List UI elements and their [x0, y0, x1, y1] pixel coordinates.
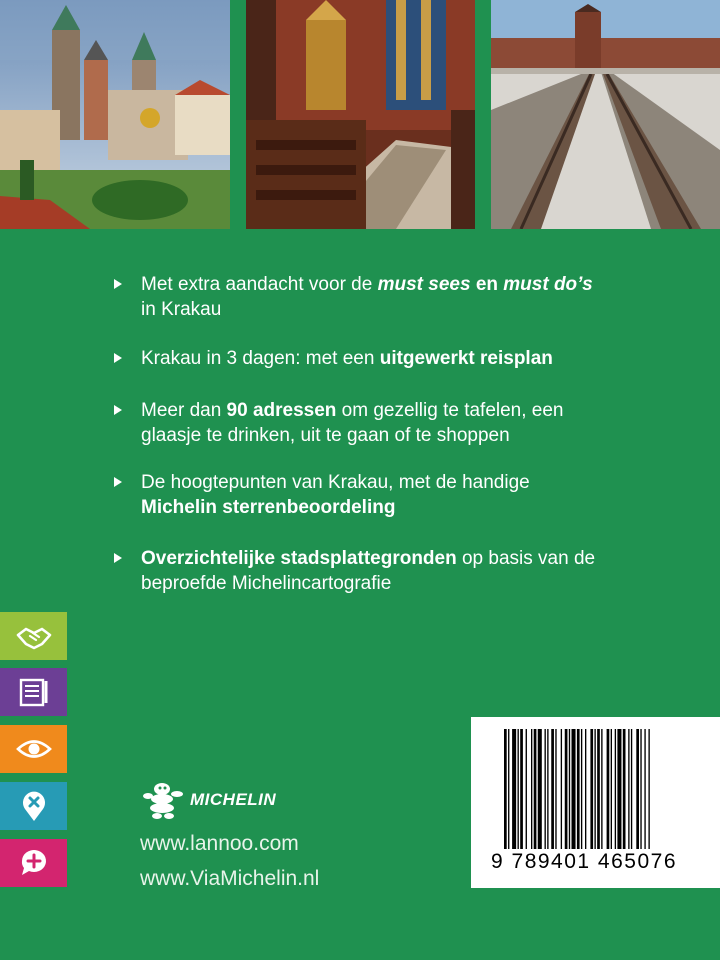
feature-item — [112, 470, 601, 520]
handshake-tab — [0, 612, 67, 660]
barcode-bar — [648, 729, 649, 849]
barcode-bar — [512, 729, 516, 849]
barcode-bar — [508, 729, 509, 849]
feature-emphasis: Michelin sterrenbeoordeling — [141, 497, 396, 518]
barcode — [471, 717, 720, 888]
barcode-bar — [585, 729, 586, 849]
handshake-icon — [15, 619, 53, 653]
barcode-bar — [601, 729, 602, 849]
bubble-plus-tab — [0, 839, 67, 887]
barcode-bar — [617, 729, 621, 849]
bullet-triangle-icon — [114, 279, 122, 289]
barcode-bar — [636, 729, 639, 849]
barcode-bar — [520, 729, 523, 849]
barcode-bar — [518, 729, 519, 849]
barcode-bar — [597, 729, 600, 849]
barcode-bars — [504, 729, 699, 849]
barcode-bar — [644, 729, 645, 849]
pin-cross-tab — [0, 782, 67, 830]
barcode-bar — [572, 729, 576, 849]
bullet-triangle-icon — [114, 477, 122, 487]
bullet-triangle-icon — [114, 405, 122, 415]
feature-text: Meer dan — [141, 400, 227, 421]
barcode-bar — [555, 729, 556, 849]
barcode-bar — [623, 729, 626, 849]
barcode-bar — [526, 729, 527, 849]
barcode-bar — [504, 729, 507, 849]
feature-text: om gezellig te tafelen, een glaasje te drinken, uit te gaan of te shoppen — [141, 400, 564, 446]
bullet-triangle-icon — [114, 353, 122, 363]
barcode-bar — [534, 729, 537, 849]
feature-emphasis: 90 adressen — [226, 400, 337, 421]
barcode-bar — [547, 729, 548, 849]
bubble-plus-icon — [15, 846, 53, 880]
barcode-bar — [590, 729, 593, 849]
feature-emphasis: en — [470, 274, 504, 295]
barcode-bar — [628, 729, 629, 849]
feature-item — [112, 398, 611, 448]
eye-icon — [15, 732, 53, 766]
barcode-bar — [640, 729, 641, 849]
barcode-bar — [615, 729, 616, 849]
barcode-bar — [565, 729, 568, 849]
barcode-bar — [581, 729, 582, 849]
barcode-bar — [594, 729, 595, 849]
notepad-tab — [0, 668, 67, 716]
barcode-bar — [531, 729, 532, 849]
barcode-bar — [631, 729, 632, 849]
feature-text: op basis van de beproefde Michelincartografie — [141, 548, 596, 594]
barcode-bar — [577, 729, 580, 849]
michelin-wordmark: MICHELIN — [190, 790, 277, 809]
feature-emphasis: must sees — [377, 274, 471, 295]
feature-text: Met extra aandacht voor de — [141, 274, 378, 295]
feature-emphasis: Overzichtelijke stadsplattegronden — [141, 548, 457, 569]
feature-item — [112, 546, 601, 596]
church-interior-photo — [246, 0, 475, 229]
feature-emphasis: uitgewerkt reisplan — [379, 348, 553, 369]
eye-tab — [0, 725, 67, 773]
bullet-triangle-icon — [114, 553, 122, 563]
pin-cross-icon — [15, 789, 53, 823]
barcode-bar — [551, 729, 554, 849]
feature-item — [112, 346, 681, 371]
feature-text: Krakau in 3 dagen: met een — [141, 348, 380, 369]
barcode-bar — [607, 729, 610, 849]
barcode-bar — [561, 729, 562, 849]
feature-text: in Krakau — [141, 299, 222, 320]
isbn-number: 9 789401 465076 — [491, 850, 677, 873]
feature-emphasis: must do’s — [503, 274, 593, 295]
wawel-castle-photo — [0, 0, 230, 229]
barcode-bar — [569, 729, 570, 849]
barcode-bar — [545, 729, 546, 849]
feature-text: De hoogtepunten van Krakau, met de handige — [141, 472, 530, 493]
lannoo-url[interactable]: www.lannoo.com — [140, 832, 299, 855]
notepad-icon — [15, 675, 53, 709]
viamichelin-url[interactable]: www.ViaMichelin.nl — [140, 867, 320, 890]
barcode-bar — [611, 729, 612, 849]
railway-tracks-photo — [491, 0, 720, 229]
feature-item — [112, 272, 681, 322]
bibendum-icon — [140, 780, 190, 820]
barcode-bar — [538, 729, 542, 849]
